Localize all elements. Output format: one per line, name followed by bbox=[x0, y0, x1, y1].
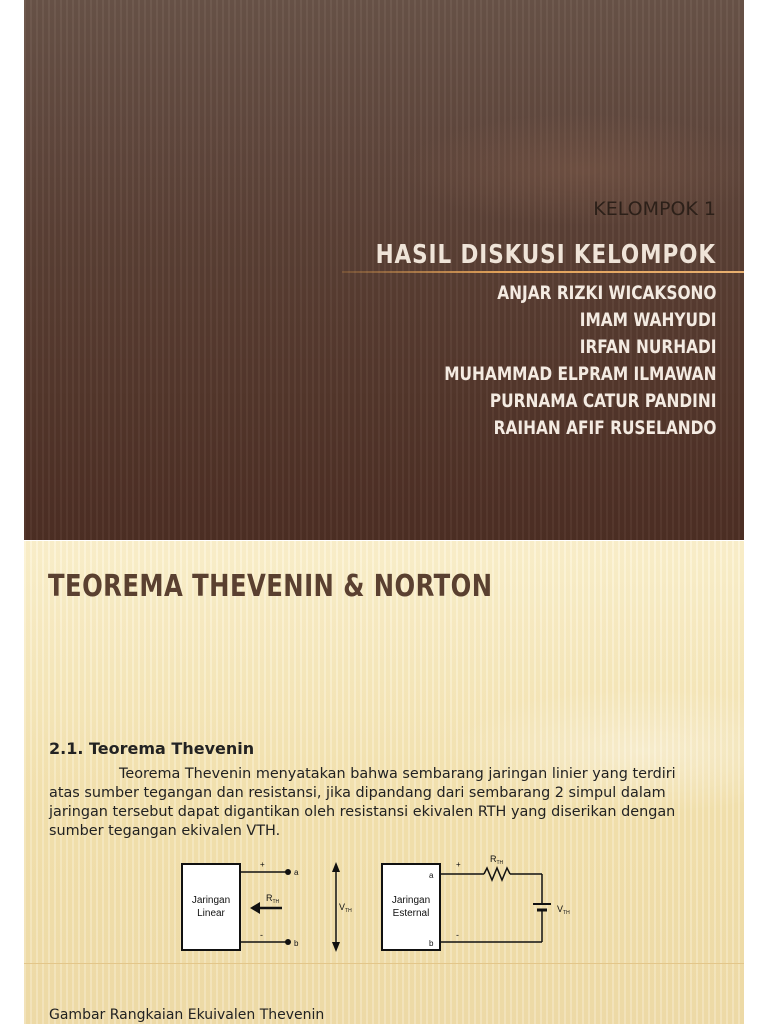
minus-sign: - bbox=[260, 930, 263, 940]
rth-resistor bbox=[484, 868, 510, 880]
content-slide bbox=[24, 541, 744, 1024]
terminal-b bbox=[285, 939, 291, 945]
external-network-label-1: Jaringan bbox=[391, 895, 431, 906]
member-name: MUHAMMAD ELPRAM ILMAWAN bbox=[443, 363, 716, 385]
member-name: IRFAN NURHADI bbox=[579, 336, 716, 358]
member-name: IMAM WAHYUDI bbox=[579, 309, 716, 331]
node-b-label: b bbox=[294, 939, 299, 948]
vth-source-label: $V_{TH}$ bbox=[557, 904, 570, 916]
vth-arrow-bottom bbox=[332, 942, 340, 952]
body-paragraph: Teorema Thevenin menyatakan bahwa sembarang jaringan linier yang terdiri atas sumber tegangan dan resistansi, jika dipandang dari sembarang 2 simpul dalam jaringan tersebut dapat digantikan oleh resistansi ekivalen RTH yang diserikan dengan sumber tegangan ekivalen VTH. bbox=[49, 766, 676, 839]
member-list bbox=[414, 280, 716, 442]
member-name: RAIHAN AFIF RUSELANDO bbox=[493, 417, 716, 439]
title-divider bbox=[342, 271, 744, 273]
group-label: KELOMPOK 1 bbox=[593, 198, 716, 220]
member-name: PURNAMA CATUR PANDINI bbox=[489, 390, 716, 412]
rth-arrow-head bbox=[250, 902, 260, 914]
slide-title: TEOREMA THEVENIN & NORTON bbox=[48, 569, 493, 604]
node-a-label: a bbox=[429, 871, 434, 880]
thevenin-circuit-diagram bbox=[176, 854, 596, 954]
linear-network-label-2: Linear bbox=[197, 908, 225, 919]
node-b-label: b bbox=[429, 939, 434, 948]
node-a-label: a bbox=[294, 868, 299, 877]
rth-label: $R_{TH}$ bbox=[266, 893, 280, 905]
external-network-label-2: Esternal bbox=[392, 908, 430, 919]
terminal-a bbox=[285, 869, 291, 875]
figure-caption: Gambar Rangkaian Ekuivalen Thevenin bbox=[49, 1007, 325, 1023]
slide-footer-rule bbox=[24, 963, 744, 964]
vth-label: $V_{TH}$ bbox=[339, 902, 352, 914]
minus-sign: - bbox=[456, 930, 459, 940]
linear-network-box bbox=[182, 864, 240, 950]
plus-sign: + bbox=[456, 860, 461, 869]
plus-sign: + bbox=[260, 860, 265, 869]
linear-network-label-1: Jaringan bbox=[191, 895, 231, 906]
title-slide bbox=[24, 0, 744, 540]
member-name: ANJAR RIZKI WICAKSONO bbox=[496, 282, 716, 304]
section-heading: 2.1. Teorema Thevenin bbox=[49, 739, 255, 758]
vth-arrow-top bbox=[332, 862, 340, 872]
slide-title: HASIL DISKUSI KELOMPOK bbox=[375, 240, 716, 270]
rth-resistor-label: $R_{TH}$ bbox=[490, 854, 504, 866]
